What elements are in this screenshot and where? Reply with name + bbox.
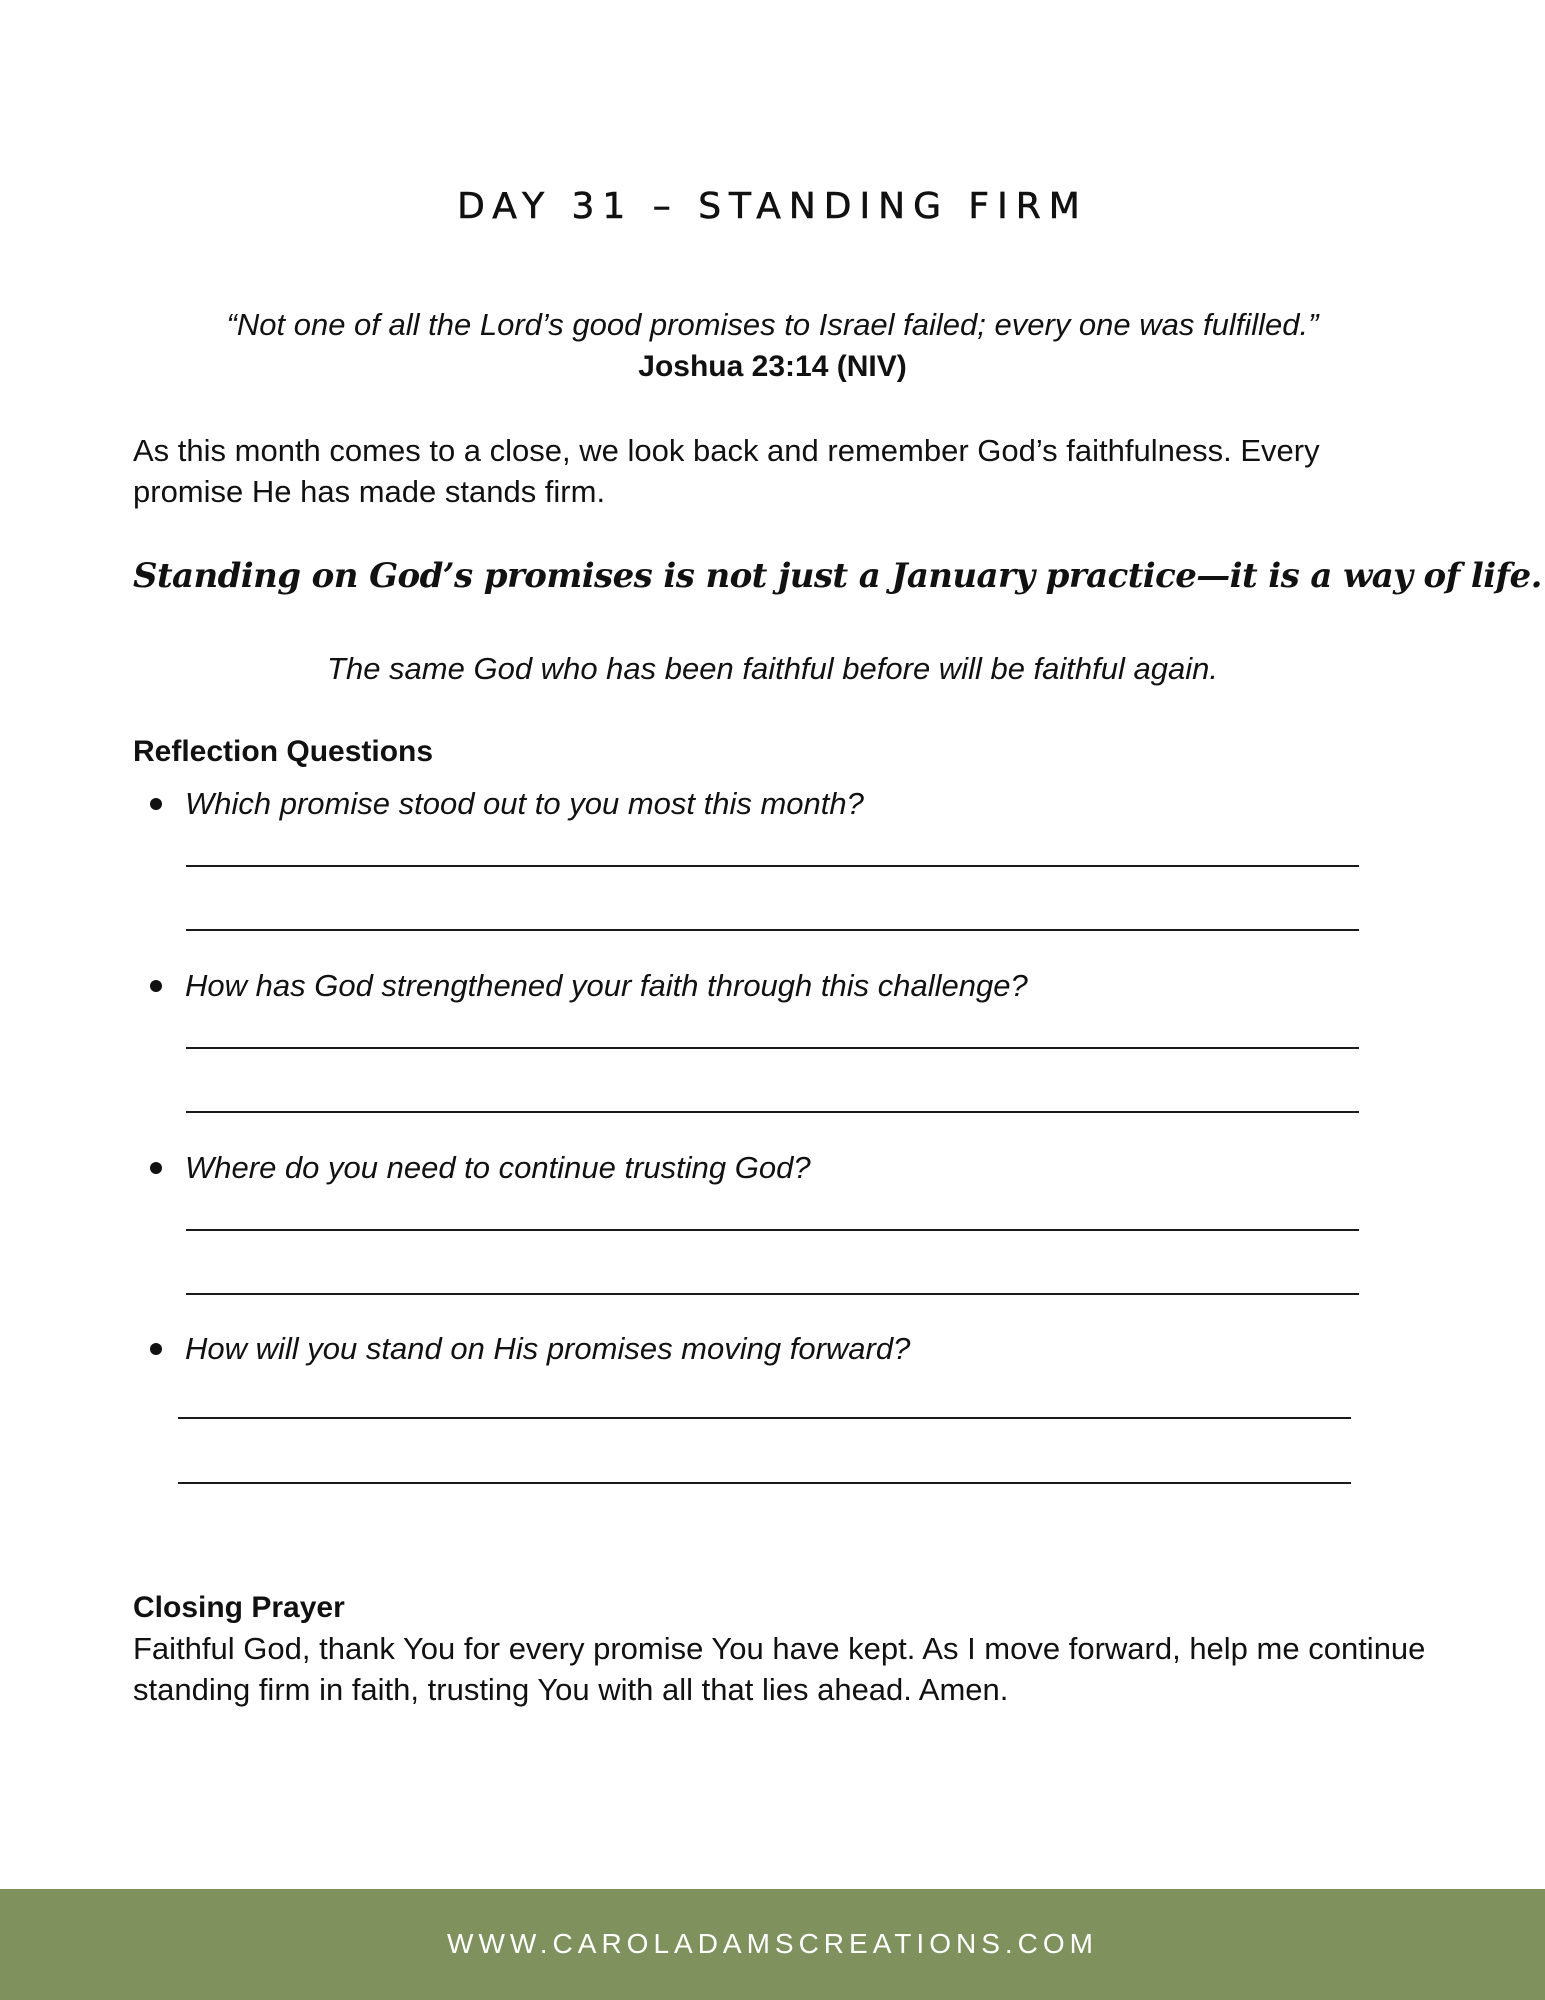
reflection-heading: Reflection Questions (133, 735, 434, 768)
faithfulness-subline: The same God who has been faithful before will be faithful again. (327, 651, 1218, 686)
affirmation-statement: Standing on God’s promises is not just a January practice—it is a way of life. (133, 556, 1542, 596)
bullet-icon (150, 798, 162, 810)
reflection-question (133, 1329, 1433, 1369)
answer-line[interactable] (186, 1293, 1359, 1295)
question-text: How has God strengthened your faith through this challenge? (185, 968, 1028, 1003)
answer-line[interactable] (186, 1229, 1359, 1231)
bullet-icon (150, 980, 162, 992)
reflection-question (133, 966, 1433, 1006)
reflection-question (133, 784, 1433, 824)
bullet-icon (150, 1162, 162, 1174)
prayer-heading: Closing Prayer (133, 1591, 345, 1624)
intro-paragraph: As this month comes to a close, we look back and remember God’s faithfulness. Every promise He has made stands firm. (133, 433, 1320, 509)
scripture-reference: Joshua 23:14 (NIV) (638, 350, 907, 383)
prayer-text: Faithful God, thank You for every promise You have kept. As I move forward, help me continue standing firm in faith, trusting You with all that lies ahead. Amen. (133, 1631, 1426, 1707)
answer-line[interactable] (186, 865, 1359, 867)
footer-website[interactable]: WWW.CAROLADAMSCREATIONS.COM (447, 1928, 1098, 1959)
footer-bar (0, 1889, 1545, 2000)
question-text: Where do you need to continue trusting God? (185, 1150, 811, 1185)
page-title: DAY 31 – STANDING FIRM (457, 186, 1088, 227)
question-text: Which promise stood out to you most this month? (185, 786, 864, 821)
answer-line[interactable] (186, 929, 1359, 931)
bullet-icon (150, 1343, 162, 1355)
answer-line[interactable] (178, 1482, 1351, 1484)
reflection-question (133, 1148, 1433, 1188)
question-text: How will you stand on His promises moving forward? (185, 1331, 911, 1366)
answer-line[interactable] (186, 1111, 1359, 1113)
answer-line[interactable] (178, 1417, 1351, 1419)
answer-line[interactable] (186, 1047, 1359, 1049)
scripture-quote: “Not one of all the Lord’s good promises to Israel failed; every one was fulfilled.” (226, 307, 1319, 342)
